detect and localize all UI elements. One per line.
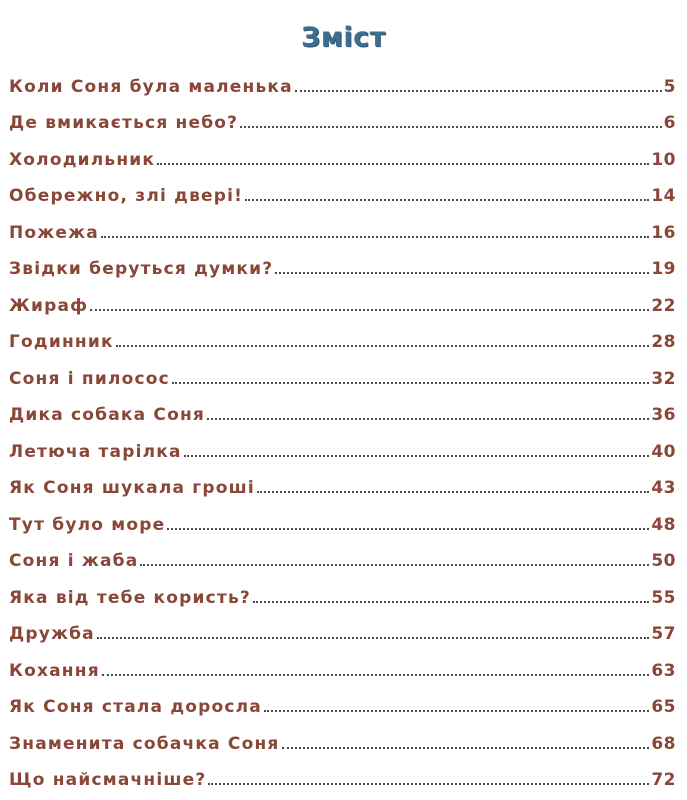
toc-entry[interactable] <box>9 354 676 391</box>
dot-leader <box>172 382 649 384</box>
toc-entry-page: 14 <box>651 186 676 206</box>
table-of-contents <box>9 62 676 792</box>
toc-entry-page: 19 <box>651 259 676 279</box>
toc-entry[interactable] <box>9 610 676 647</box>
dot-leader <box>264 710 649 712</box>
toc-entry-title: Дика собака Соня <box>9 405 206 425</box>
toc-entry-page: 50 <box>651 551 676 571</box>
toc-entry[interactable] <box>9 427 676 464</box>
toc-entry-page: 22 <box>651 295 676 316</box>
toc-entry[interactable] <box>9 135 676 172</box>
toc-entry[interactable] <box>9 172 676 209</box>
dot-leader <box>282 747 650 749</box>
toc-entry-title: Що найсмачніше? <box>9 770 207 790</box>
toc-entry-page: 43 <box>651 478 676 498</box>
toc-entry[interactable] <box>9 537 676 574</box>
toc-entry-page: 55 <box>651 587 676 608</box>
toc-entry-title: Яка від тебе користь? <box>9 587 251 608</box>
toc-entry[interactable] <box>9 318 676 355</box>
toc-entry-title: Годинник <box>9 332 114 352</box>
dot-leader <box>207 418 649 420</box>
dot-leader <box>140 564 649 566</box>
toc-entry[interactable] <box>9 756 676 793</box>
dot-leader <box>257 491 649 493</box>
dot-leader <box>116 345 650 347</box>
toc-entry[interactable] <box>9 281 676 318</box>
toc-entry-page: 68 <box>651 733 676 754</box>
toc-entry-title: Соня і жаба <box>9 551 139 571</box>
toc-entry[interactable] <box>9 391 676 428</box>
toc-entry-title: Обережно, злі двері! <box>9 186 244 206</box>
toc-entry[interactable] <box>9 208 676 245</box>
toc-entry-page: 65 <box>651 697 676 717</box>
toc-entry-page: 40 <box>651 441 676 462</box>
toc-entry-page: 10 <box>651 149 676 170</box>
toc-entry-page: 63 <box>651 660 676 681</box>
toc-entry-page: 16 <box>651 222 676 243</box>
dot-leader <box>253 601 649 603</box>
toc-entry-page: 36 <box>651 405 676 425</box>
page-title: Зміст <box>301 22 386 54</box>
toc-entry-title: Соня і пилосос <box>9 368 170 389</box>
toc-entry-title: Дружба <box>9 624 95 644</box>
toc-entry-page: 6 <box>663 113 676 133</box>
dot-leader <box>275 272 649 274</box>
toc-entry-title: Де вмикається небо? <box>9 113 239 133</box>
dot-leader <box>157 163 649 165</box>
toc-entry-title: Холодильник <box>9 149 156 170</box>
dot-leader <box>90 309 649 311</box>
toc-entry-page: 28 <box>651 332 676 352</box>
dot-leader <box>167 528 649 530</box>
dot-leader <box>97 637 649 639</box>
toc-entry[interactable] <box>9 99 676 136</box>
toc-entry[interactable] <box>9 683 676 720</box>
toc-entry-page: 5 <box>663 76 676 97</box>
dot-leader <box>184 455 650 457</box>
toc-entry[interactable] <box>9 500 676 537</box>
toc-entry-title: Як Соня шукала гроші <box>9 478 255 498</box>
toc-entry[interactable] <box>9 573 676 610</box>
dot-leader <box>295 90 662 92</box>
toc-entry-title: Пожежа <box>9 222 99 243</box>
dot-leader <box>208 783 649 785</box>
toc-entry[interactable] <box>9 464 676 501</box>
dot-leader <box>101 236 649 238</box>
dot-leader <box>102 674 650 676</box>
toc-entry-title: Коли Соня була маленька <box>9 76 293 97</box>
toc-entry[interactable] <box>9 719 676 756</box>
dot-leader <box>240 126 661 128</box>
dot-leader <box>245 199 649 201</box>
toc-entry-title: Звідки беруться думки? <box>9 259 274 279</box>
toc-entry-title: Жираф <box>9 295 89 316</box>
toc-entry-title: Кохання <box>9 660 100 681</box>
toc-entry-title: Летюча тарілка <box>9 441 182 462</box>
toc-entry-title: Знаменита собачка Соня <box>9 733 280 754</box>
toc-entry-page: 57 <box>651 624 676 644</box>
toc-entry-page: 32 <box>651 368 676 389</box>
toc-entry-page: 48 <box>651 514 676 535</box>
toc-entry-page: 72 <box>651 770 676 790</box>
toc-entry[interactable] <box>9 62 676 99</box>
toc-entry-title: Як Соня стала доросла <box>9 697 262 717</box>
toc-entry-title: Тут було море <box>9 514 166 535</box>
toc-entry[interactable] <box>9 646 676 683</box>
toc-entry[interactable] <box>9 245 676 282</box>
